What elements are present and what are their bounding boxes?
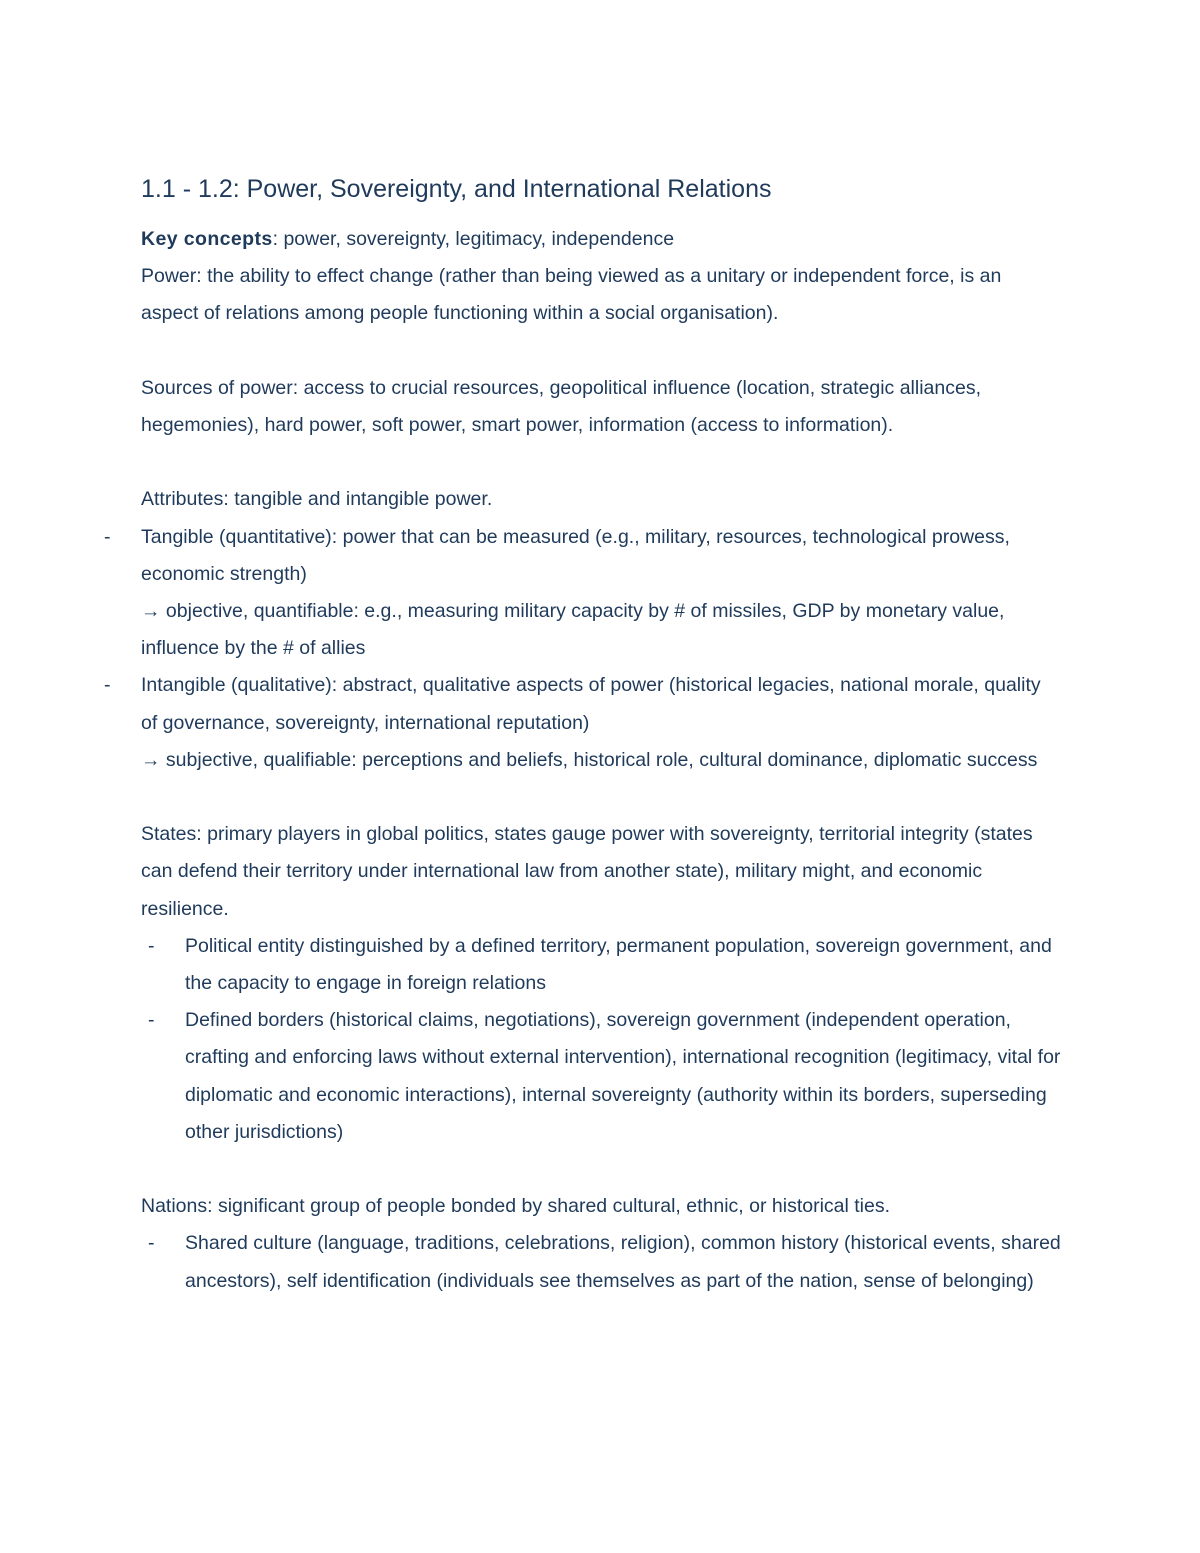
tangible-text: Tangible (quantitative): power that can be measured (e.g., military, resources, technological prowess, economic strength) [141,525,1010,585]
key-concepts-label: Key concepts [141,228,273,250]
states-bullet-text: Defined borders (historical claims, negotiations), sovereign government (independent operation, crafting and enforcing laws without external intervention), international recognition (legitimacy, vital for diplomatic and economic interactions), internal sovereignty (authority within its borders, superseding other jurisdictions) [185,1009,1061,1143]
power-definition: Power: the ability to effect change (rather than being viewed as a unitary or independent force, is an aspect of relations among people functioning within a social organisation). [141,265,1002,325]
document-body [104,172,1061,1300]
states-bullet-text: Political entity distinguished by a defined territory, permanent population, sovereign government, and the capacity to engage in foreign relations [185,934,1052,995]
nations-bullet-text: Shared culture (language, traditions, celebrations, religion), common history (historical events, shared ancestors), self identification (individuals see themselves as part of the nation, sense of belonging) [185,1232,1061,1292]
sources-of-power: Sources of power: access to crucial resources, geopolitical influence (location, strategic alliances, hegemonies), hard power, soft power, smart power, information (access to information). [141,376,981,436]
nations-bullet [148,1225,1061,1299]
dash-bullet-marker: - [148,934,155,957]
dash-bullet-marker: - [148,1232,155,1255]
tangible-bullet [104,519,1061,668]
intangible-text: Intangible (qualitative): abstract, qualitative aspects of power (historical legacies, national morale, quality of governance, sovereignty, international reputation) [141,674,1041,734]
intangible-bullet [104,667,1061,779]
dash-bullet-marker: - [104,674,111,697]
attributes-intro: Attributes: tangible and intangible power. [141,488,493,511]
paragraph-gap [141,333,1061,370]
states-bullet [148,928,1061,1002]
states-bullet [148,1002,1061,1151]
nations-intro: Nations: significant group of people bonded by shared cultural, ethnic, or historical ties. [141,1195,891,1218]
intangible-note: → subjective, qualifiable: perceptions and beliefs, historical role, cultural dominance, diplomatic success [141,748,1038,771]
key-concepts-line [141,221,1061,258]
paragraph-gap [141,1151,1061,1188]
dash-bullet-marker: - [148,1009,155,1032]
paragraph-gap [141,444,1061,481]
paragraph-gap [141,779,1061,816]
key-concepts-text: : power, sovereignty, legitimacy, independence [272,228,675,250]
dash-bullet-marker: - [104,525,111,548]
document-title: 1.1 - 1.2: Power, Sovereignty, and International Relations [141,175,772,203]
states-intro: States: primary players in global politics, states gauge power with sovereignty, territorial integrity (states can defend their territory under international law from another state), military might, and economic resilience. [141,823,1033,920]
tangible-note: → objective, quantifiable: e.g., measuring military capacity by # of missiles, GDP by monetary value, influence by the # of allies [141,600,1005,660]
